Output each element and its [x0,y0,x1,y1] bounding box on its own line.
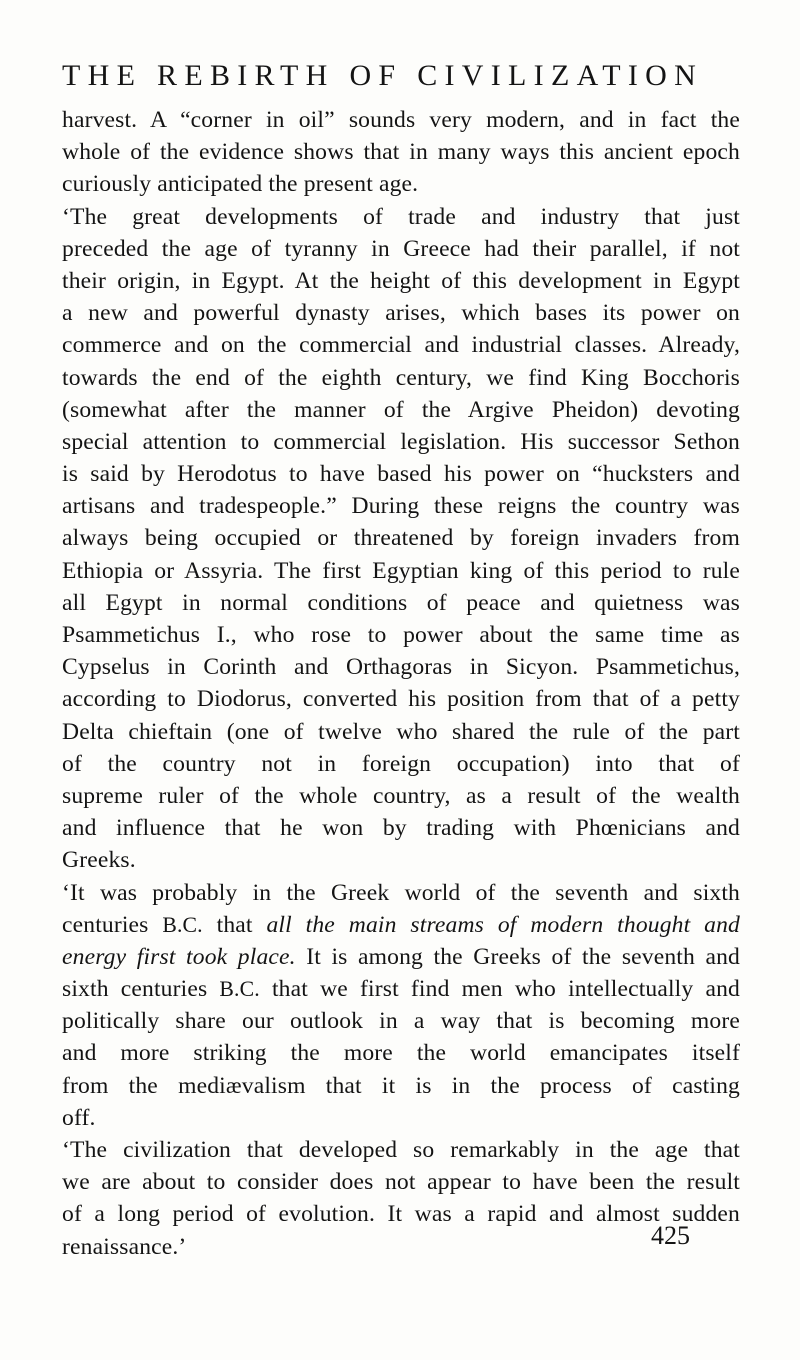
text-line: and influence that he won by trading with Phœnicians and [62,815,740,842]
text-line: we are about to consider does not appear to have been the result [62,1169,740,1196]
text-line: ‘The civilization that developed so remarkably in the age that [62,1137,740,1163]
text-line [62,941,740,973]
text-line: and more striking the more the world emancipates itself [62,1040,740,1067]
text-run: that [202,911,267,938]
text-run: that we first find men who intellectually and [259,976,740,1003]
text-line: ‘It was probably in the Greek world of the seventh and sixth [62,879,740,906]
text-line: off. [62,1104,96,1131]
text-line: their origin, in Egypt. At the height of this development in Egypt [62,267,740,294]
text-line: harvest. A “corner in oil” sounds very modern, and in fact the [62,107,740,133]
text-line: towards the end of the eighth century, we find King Bocchoris [62,364,740,391]
text-line: supreme ruler of the whole country, as a result of the wealth [62,782,740,809]
text-line: from the mediævalism that it is in the process of casting [62,1072,740,1099]
text-line: Greeks. [62,847,136,874]
text-line: (somewhat after the manner of the Argive Pheidon) devoting [62,396,740,423]
text-line [62,973,740,1005]
text-line: always being occupied or threatened by foreign invaders from [62,525,740,552]
era-abbreviation: B.C. [162,912,203,937]
text-line: of the country not in foreign occupation) into that of [62,750,740,777]
text-line: Cypselus in Corinth and Orthagoras in Sicyon. Psammetichus, [62,654,740,681]
text-line: according to Diodorus, converted his position from that of a petty [62,686,740,713]
text-line: commerce and on the commercial and industrial classes. Already, [62,332,740,359]
text-run: It is among the Greeks of the seventh and [295,943,740,970]
text-line: ‘The great developments of trade and industry that just [62,203,740,230]
text-line: politically share our outlook in a way that is becoming more [62,1008,740,1035]
text-line: of a long period of evolution. It was a rapid and almost sudden [62,1201,740,1228]
body-text [62,104,740,1263]
text-line: Ethiopia or Assyria. The first Egyptian king of this period to rule [62,557,740,584]
text-line: all Egypt in normal conditions of peace and quietness was [62,589,740,616]
text-line: artisans and tradespeople.” During these reigns the country was [62,493,740,520]
text-line: Delta chieftain (one of twelve who shared the rule of the part [62,718,740,745]
era-abbreviation: B.C. [219,977,260,1002]
text-line: special attention to commercial legislation. His successor Sethon [62,428,740,455]
text-line: is said by Herodotus to have based his power on “hucksters and [62,461,740,488]
emphasis-text: energy first took place. [62,943,296,970]
text-line: a new and powerful dynasty arises, which bases its power on [62,300,740,327]
text-line: Psammetichus I., who rose to power about the same time as [62,622,740,648]
text-run: sixth centuries [62,976,220,1003]
text-line: renaissance.’ [62,1233,187,1260]
emphasis-text: all the main streams of modern thought and [266,911,741,938]
running-head: THE REBIRTH OF CIVILIZATION [62,59,704,92]
text-line: preceded the age of tyranny in Greece had their parallel, if not [62,235,740,262]
text-run: centuries [62,911,163,938]
text-line [62,909,740,941]
text-line: whole of the evidence shows that in many ways this ancient epoch [62,139,740,166]
text-line: curiously anticipated the present age. [62,171,419,198]
page-number: 425 [651,1221,690,1250]
